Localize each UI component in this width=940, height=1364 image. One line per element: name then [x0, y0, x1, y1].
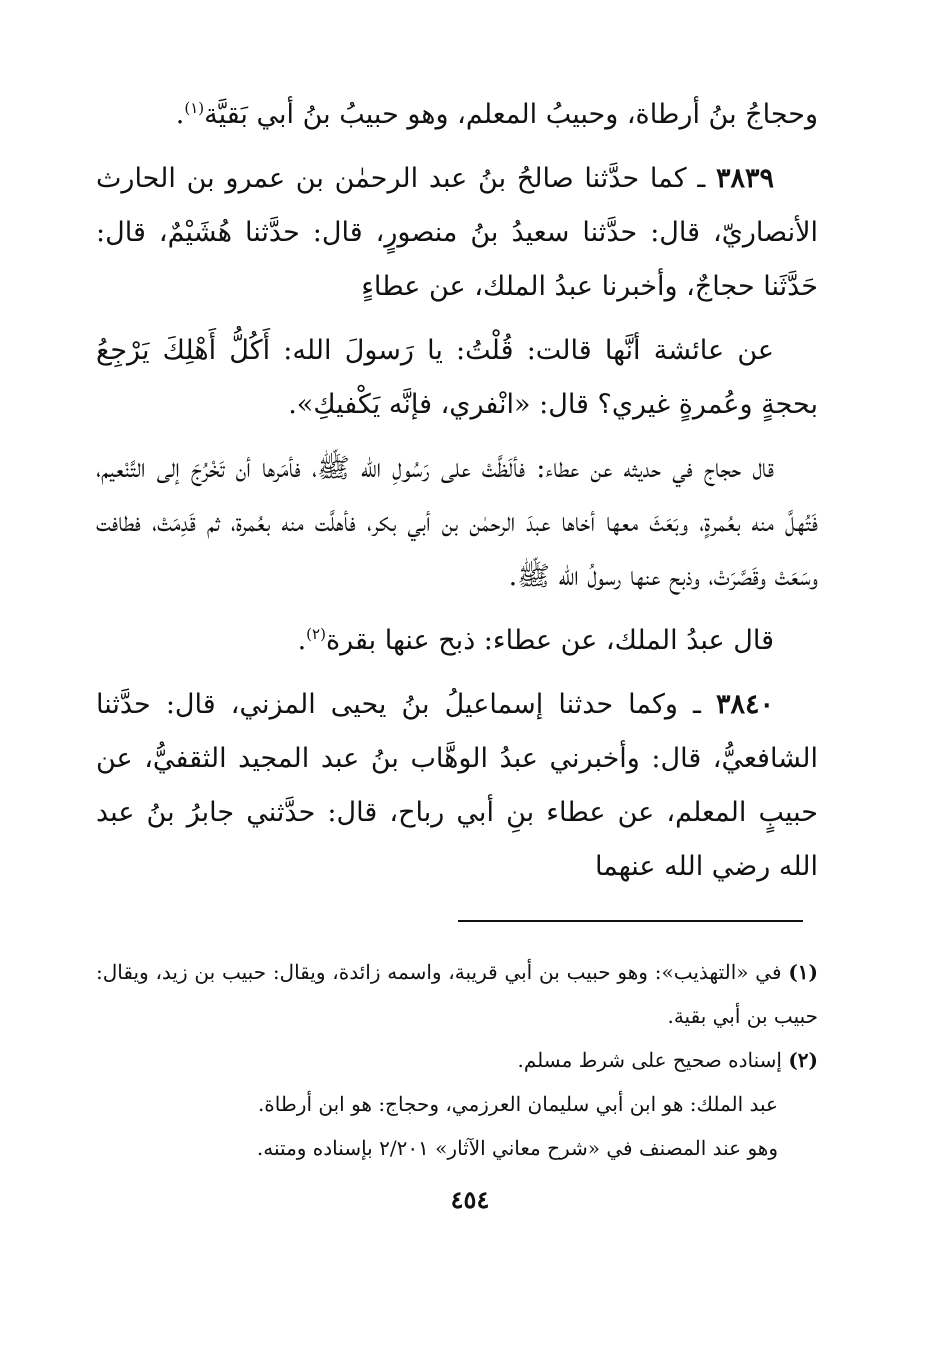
paragraph-text: وحجاجُ بنُ أرطاة، وحبيبُ المعلم، وهو حبيبُ بنُ أبي بَقيَّة [204, 99, 818, 130]
footnote-1 [96, 950, 818, 1038]
footnote-text: إسناده صحيح على شرط مسلم. [517, 1048, 782, 1072]
paragraph-text: ـ وكما حدثنا إسماعيلُ بنُ يحيى المزني، قال: حدَّثنا الشافعيُّ، قال: وأخبرني عبدُ الوهَّاب بنُ عبد المجيد الثقفيُّ، عن حبيبٍ المعلم، عن عطاء بنِ أبي رباح، قال: حدَّثني جابرُ بنُ عبد الله رضي الله عنهما [96, 689, 818, 882]
footnote-2 [96, 1038, 818, 1082]
paragraph-text: ـ كما حدَّثنا صالحُ بنُ عبد الرحمٰن بن عمرو بن الحارث الأنصاريّ، قال: حدَّثنا سعيدُ بنُ منصورٍ، قال: حدَّثنا هُشَيْمٌ، قال: حَدَّثَنا حجاجٌ، وأخبرنا عبدُ الملك، عن عطاءٍ [96, 163, 818, 302]
main-text [96, 88, 818, 904]
hadith-3839-chain [96, 152, 818, 314]
paragraph-continuation [96, 88, 818, 142]
page-number: ٤٥٤ [450, 1185, 490, 1214]
paragraph-text: عن عائشة أنَّها قالت: قُلْتُ: يا رَسولَ الله: أَكُلُّ أَهْلِكَ يَرْجِعُ بحجةٍ وعُمرةٍ غيري؟ قال: «انْفري، فإنَّه يَكْفيكِ». [96, 335, 818, 420]
hadith-3840-chain [96, 678, 818, 894]
footnote-divider [458, 920, 803, 922]
hadith-number: ٣٨٤٠ [715, 689, 774, 720]
footnote-ref: (١) [184, 99, 205, 117]
footnote-marker: (٢) [788, 1048, 818, 1072]
footnote-2-line-2: عبد الملك: هو ابن أبي سليمان العرزمي، وحجاج: هو ابن أرطاة. [257, 1092, 778, 1116]
footnote-2-line-3: وهو عند المصنف في «شرح معاني الآثار» ٢/٢٠١ بإسناده ومتنه. [256, 1136, 778, 1160]
footnote-ref: (٢) [306, 625, 326, 643]
punctuation: . [297, 625, 307, 656]
hadith-3839-note [96, 614, 818, 668]
footnotes [96, 950, 818, 1170]
punctuation: . [175, 99, 185, 130]
paragraph-text: قال عبدُ الملك، عن عطاء: ذبح عنها بقرة [325, 625, 774, 656]
hadith-3839-addition [96, 442, 818, 604]
footnote-text: في «التهذيب»: وهو حبيب بن أبي قريبة، واسمه زائدة، ويقال: حبيب بن زيد، ويقال: حبيب بن أبي بقية. [96, 960, 818, 1028]
hadith-number: ٣٨٣٩ [715, 163, 774, 194]
hadith-3839-text [96, 324, 818, 432]
paragraph-text: قال حجاج في حديثه عن عطاء: فألَظَّتْ على رَسُولِ الله ﷺ، فأمَرها أن تَخْرُجَ إلى التَّنْعيم، فَتُهلَّ منه بعُمرةٍ، وبَعَثَ معها أخاها عبدَ الرحمٰن بن أبي بكر، فأهلَّت منه بعُمرة، ثم قَدِمَتْ، فطافت وسَعَتْ وقَصَّرَتْ، وذبح عنها رسولُ الله ﷺ. [96, 453, 818, 592]
footnote-marker: (١) [788, 960, 819, 984]
